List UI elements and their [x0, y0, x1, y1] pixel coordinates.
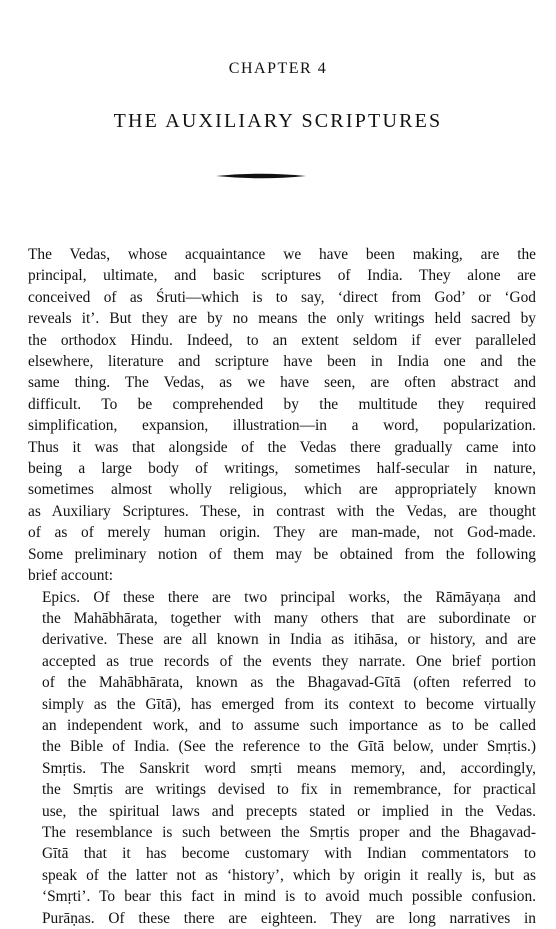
text-line: The Vedas, whose acquaintance we have been making, are the	[28, 246, 536, 263]
text-line: of as of merely human origin. They are man-made, not God-made.	[28, 524, 536, 542]
text-line: being a large body of writings, sometimes half-secular in nature,	[28, 460, 536, 478]
chapter-number: CHAPTER 4	[228, 60, 328, 77]
paragraph	[28, 587, 536, 758]
text-line: Gītā that it has become customary with Indian commentators to	[42, 845, 536, 863]
text-line: Smṛtis. The Sanskrit word smṛti means memory, and, accordingly,	[42, 759, 536, 777]
text-line: Some preliminary notion of them may be obtained from the following	[28, 545, 536, 563]
text-line: reveals it’. But they are by no means the only writings held sacred by	[28, 310, 536, 328]
text-line: conceived of as Śruti—which is to say, ‘direct from God’ or ‘God	[28, 288, 536, 306]
text-line: sometimes almost wholly religious, which are appropriately known	[28, 481, 536, 499]
body-text	[28, 244, 536, 929]
text-line: simply as the Gītā), has emerged from its context to become virtually	[42, 695, 536, 713]
text-line: elsewhere, literature and scripture have been in India one and the	[28, 353, 536, 371]
text-line: of the Mahābhārata, known as the Bhagavad-Gītā (often referred to	[42, 674, 536, 692]
text-line: Thus it was that alongside of the Vedas there gradually came into	[28, 438, 536, 456]
title-rule-ornament	[216, 172, 306, 180]
text-line: speak of the latter not as ‘history’, which by origin it really is, but as	[42, 866, 536, 884]
text-line: an independent work, and to assume such importance as to be called	[42, 716, 536, 734]
text-line: as Auxiliary Scriptures. These, in contrast with the Vedas, are thought	[28, 502, 536, 520]
text-line: brief account:	[28, 567, 114, 585]
text-line: the Mahābhārata, together with many others that are subordinate or	[42, 609, 536, 627]
text-line: the Smṛtis are writings devised to fix in remembrance, for practical	[42, 781, 536, 799]
text-line: difficult. To be comprehended by the multitude they required	[28, 395, 536, 413]
paragraph	[28, 758, 536, 908]
paragraph	[28, 244, 536, 587]
text-line: Epics. Of these there are two principal works, the Rāmāyaṇa and	[42, 588, 536, 606]
text-line: use, the spiritual laws and precepts stated or implied in the Vedas.	[42, 802, 536, 820]
text-line: simplification, expansion, illustration—in a word, popularization.	[28, 417, 536, 435]
chapter-title: THE AUXILIARY SCRIPTURES	[113, 110, 443, 132]
text-line: principal, ultimate, and basic scriptures of India. They alone are	[28, 267, 536, 285]
text-line: The resemblance is such between the Smṛtis proper and the Bhagavad-	[42, 823, 536, 841]
text-line: the orthodox Hindu. Indeed, to an extent seldom if ever paralleled	[28, 331, 536, 349]
text-line: derivative. These are all known in India as itihāsa, or history, and are	[42, 631, 536, 649]
paragraph	[28, 908, 536, 929]
text-line: the Bible of India. (See the reference to the Gītā below, under Smṛtis.)	[42, 738, 536, 756]
text-line: same thing. The Vedas, as we have seen, are often abstract and	[28, 374, 536, 392]
text-line: ‘Smṛti’. To bear this fact in mind is to avoid much possible confusion.	[42, 888, 536, 906]
text-line: accepted as true records of the events they narrate. One brief portion	[42, 652, 536, 670]
text-line: Purāṇas. Of these there are eighteen. They are long narratives in	[42, 909, 536, 927]
